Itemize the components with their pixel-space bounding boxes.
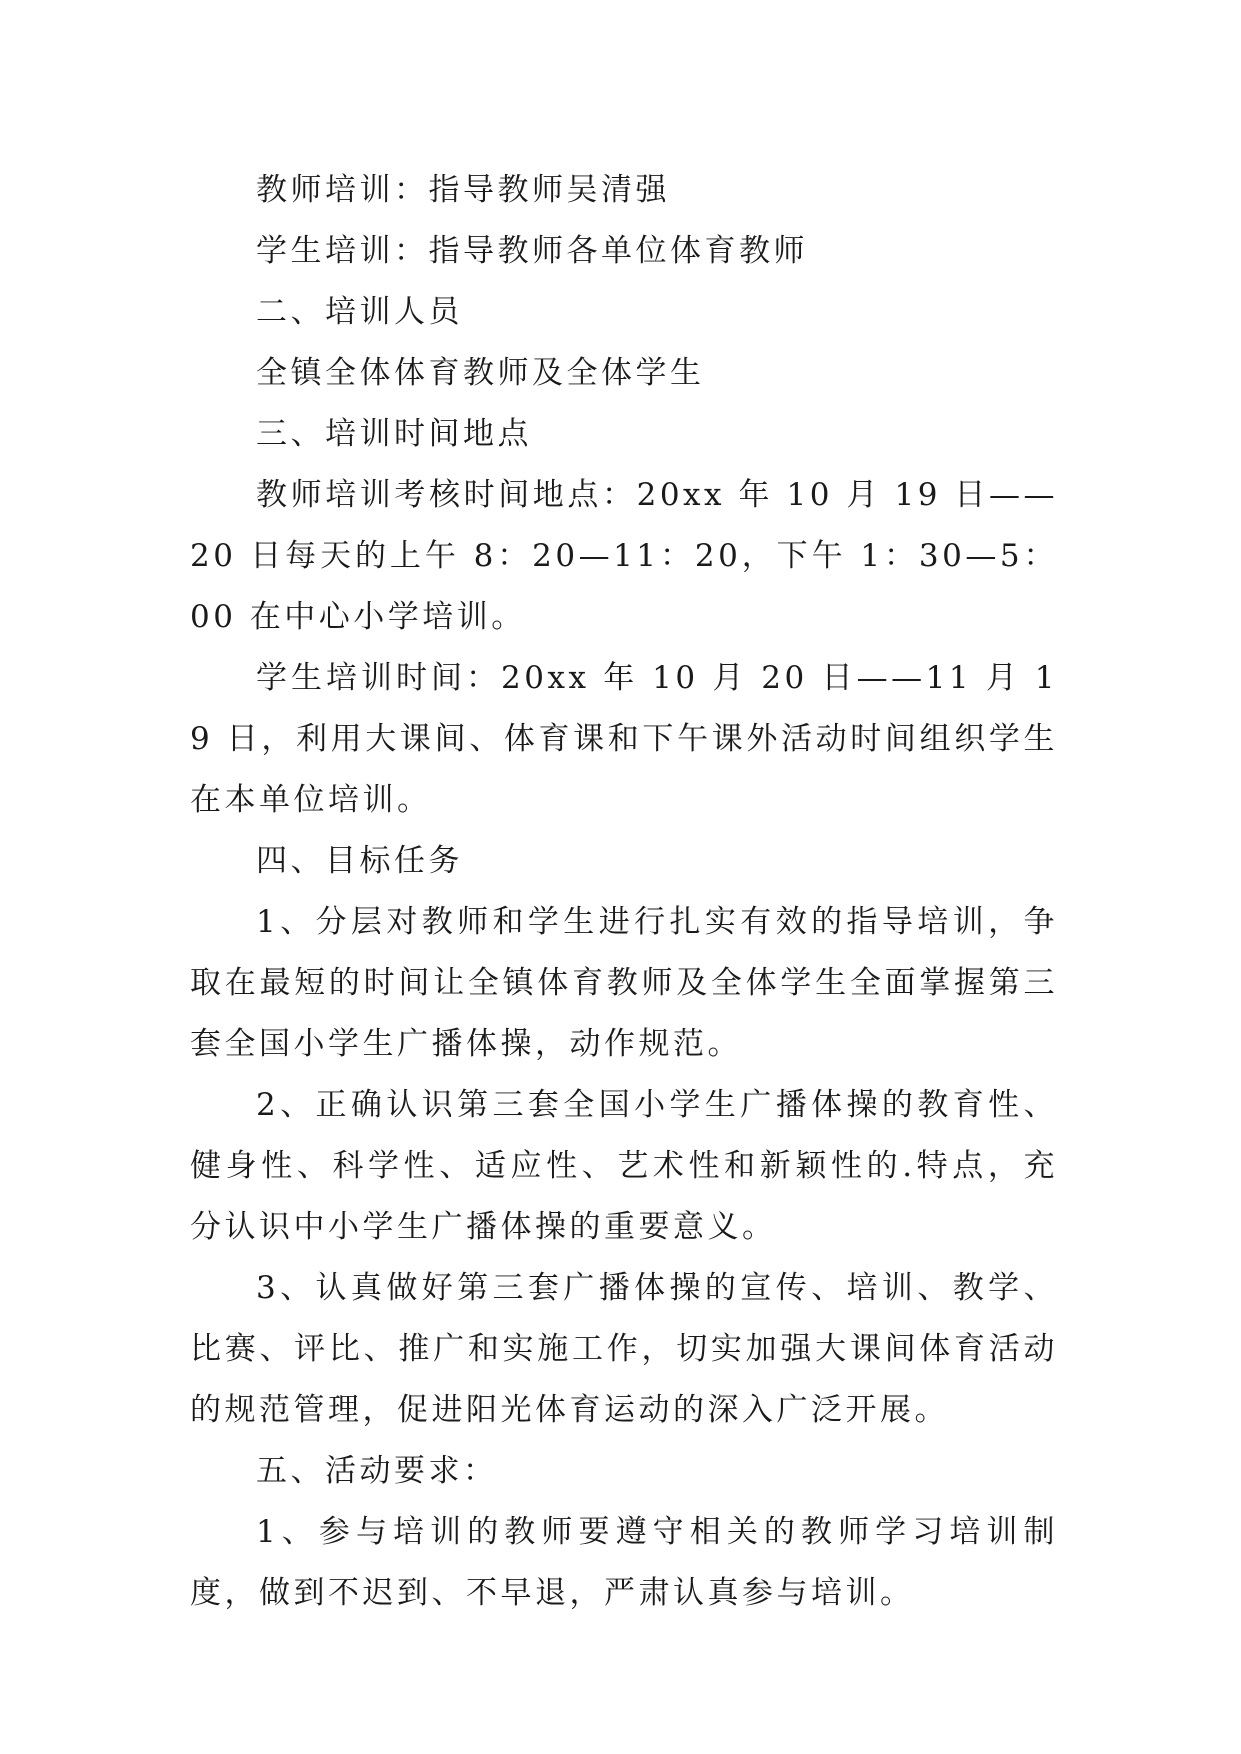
paragraph-student-schedule: 学生培训时间：20xx 年 10 月 20 日——11 月 19 日，利用大课间、体育课和下午课外活动时间组织学生在本单位培训。 [190,660,1058,818]
section-heading-goals: 四、目标任务 [256,843,463,879]
paragraph-goal-3: 3、认真做好第三套广播体操的宣传、培训、教学、比赛、评比、推广和实施工作，切实加强大课间体育活动的规范管理，促进阳光体育运动的深入广泛开展。 [190,1270,1058,1428]
paragraph-student-training-instructor: 学生培训：指导教师各单位体育教师 [256,233,808,269]
section-heading-participants: 二、培训人员 [256,294,463,330]
section-heading-time-place: 三、培训时间地点 [256,416,532,452]
paragraph-teacher-schedule: 教师培训考核时间地点：20xx 年 10 月 19 日——20 日每天的上午 8：20—11：20，下午 1：30—5：00 在中心小学培训。 [190,477,1058,635]
section-heading-requirements: 五、活动要求： [256,1453,498,1489]
paragraph-goal-1: 1、分层对教师和学生进行扎实有效的指导培训，争取在最短的时间让全镇体育教师及全体学生全面掌握第三套全国小学生广播体操，动作规范。 [190,904,1058,1062]
paragraph-participants: 全镇全体体育教师及全体学生 [256,355,705,391]
document-body [190,160,1058,1624]
paragraph-goal-2: 2、正确认识第三套全国小学生广播体操的教育性、健身性、科学性、适应性、艺术性和新颖性的.特点，充分认识中小学生广播体操的重要意义。 [190,1087,1058,1245]
paragraph-requirement-1: 1、参与培训的教师要遵守相关的教师学习培训制度，做到不迟到、不早退，严肃认真参与培训。 [190,1514,1058,1611]
paragraph-teacher-training-instructor: 教师培训：指导教师吴清强 [256,172,670,208]
